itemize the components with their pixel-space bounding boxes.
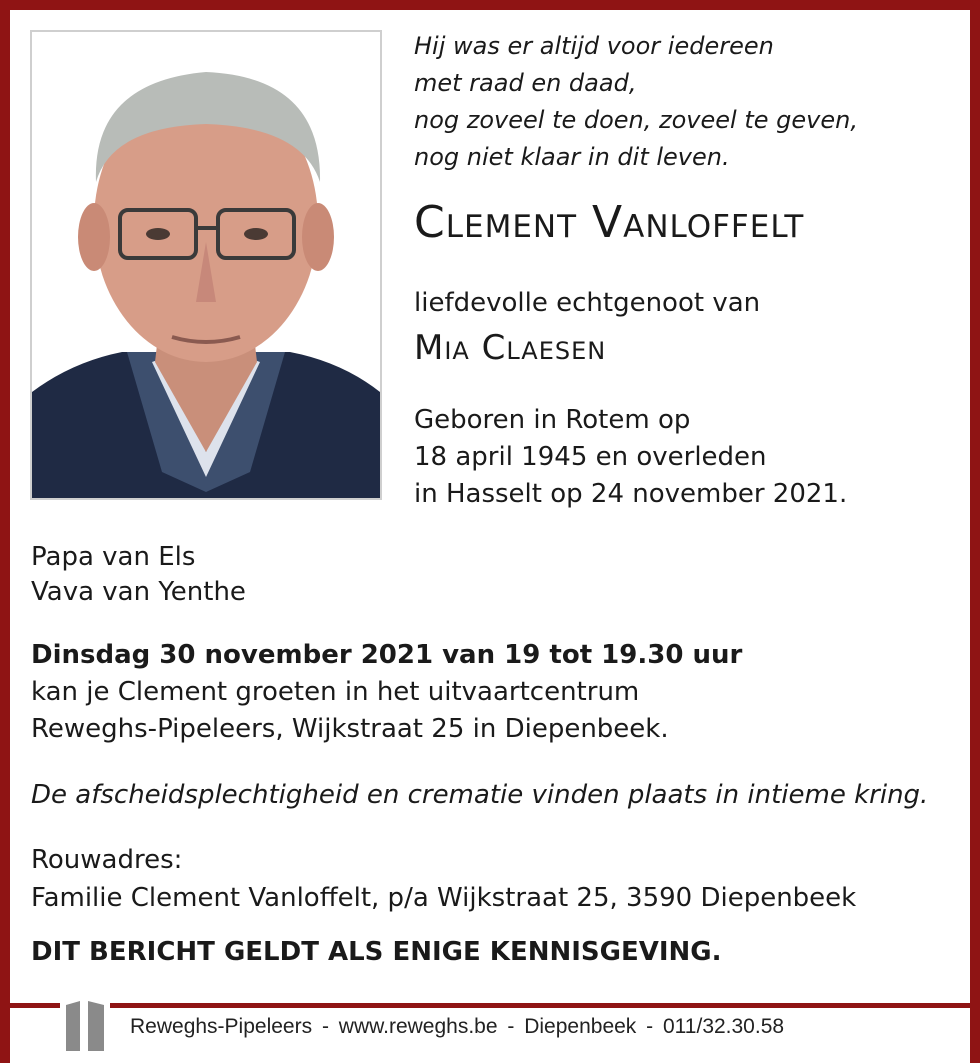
portrait-illustration bbox=[32, 32, 380, 498]
family-line: Vava van Yenthe bbox=[31, 577, 246, 607]
poem-line: Hij was er altijd voor iedereen bbox=[414, 32, 774, 60]
funeral-home-logo bbox=[60, 995, 110, 1055]
footer-separator: - bbox=[507, 1015, 515, 1038]
footer-contact bbox=[130, 1015, 788, 1039]
family-line: Papa van Els bbox=[31, 542, 196, 572]
footer-company: Reweghs-Pipeleers bbox=[130, 1015, 313, 1038]
birth-death-details bbox=[414, 402, 847, 513]
footer-city: Diepenbeek bbox=[524, 1015, 637, 1038]
logo-icon bbox=[60, 995, 110, 1055]
visitation-headline: Dinsdag 30 november 2021 van 19 tot 19.30 uur bbox=[31, 640, 743, 670]
visitation-info bbox=[31, 637, 742, 748]
portrait-photo bbox=[30, 30, 382, 500]
ceremony-info: De afscheidsplechtigheid en crematie vinden plaats in intieme kring. bbox=[31, 780, 929, 810]
footer-phone: 011/32.30.58 bbox=[663, 1015, 785, 1038]
birth-line: Geboren in Rotem op bbox=[414, 405, 691, 435]
official-notice: DIT BERICHT GELDT ALS ENIGE KENNISGEVING. bbox=[31, 937, 722, 967]
footer-website-link[interactable]: www.reweghs.be bbox=[338, 1015, 498, 1038]
footer-divider bbox=[10, 1003, 970, 1008]
footer-separator: - bbox=[321, 1015, 329, 1038]
visitation-line: Reweghs-Pipeleers, Wijkstraat 25 in Diepenbeek. bbox=[31, 714, 669, 744]
deceased-name: Clement Vanloffelt bbox=[414, 197, 805, 248]
spouse-intro: liefdevolle echtgenoot van bbox=[414, 288, 761, 318]
birth-line: in Hasselt op 24 november 2021. bbox=[414, 479, 848, 509]
address-label: Rouwadres: bbox=[31, 845, 183, 875]
poem-line: nog niet klaar in dit leven. bbox=[414, 143, 730, 171]
visitation-line: kan je Clement groeten in het uitvaartcentrum bbox=[31, 677, 640, 707]
address-value: Familie Clement Vanloffelt, p/a Wijkstraat 25, 3590 Diepenbeek bbox=[31, 883, 857, 913]
memorial-poem bbox=[414, 28, 858, 176]
family-list bbox=[31, 540, 246, 610]
poem-line: nog zoveel te doen, zoveel te geven, bbox=[414, 106, 858, 134]
mourning-address bbox=[31, 841, 856, 917]
footer-separator: - bbox=[646, 1015, 654, 1038]
poem-line: met raad en daad, bbox=[414, 69, 637, 97]
spouse-name: Mia Claesen bbox=[414, 328, 607, 368]
birth-line: 18 april 1945 en overleden bbox=[414, 442, 767, 472]
